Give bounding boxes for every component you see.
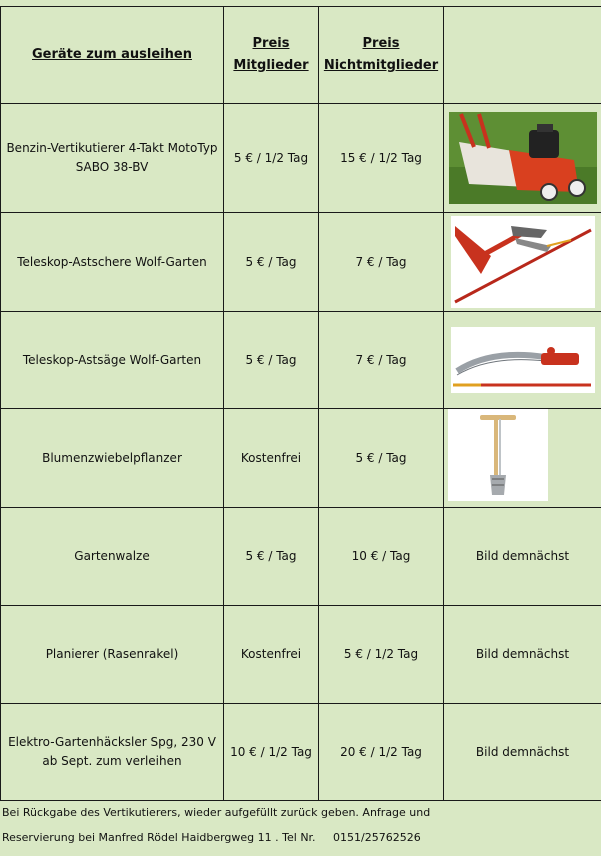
table-header-row (1, 7, 601, 104)
header-members (224, 7, 319, 104)
table-row (1, 508, 601, 606)
image-cell (444, 312, 601, 409)
header-members-line2: Mitglieder (233, 58, 309, 73)
members-price-cell: 10 € / 1/2 Tag (224, 704, 319, 801)
nonmembers-price-cell: 7 € / Tag (319, 312, 444, 409)
item-name: Gartenwalze (74, 549, 150, 563)
item-cell (1, 606, 224, 704)
nonmembers-price-cell: 7 € / Tag (319, 213, 444, 312)
item-cell (1, 409, 224, 508)
table-row (1, 704, 601, 801)
item-name: Elektro-Gartenhäcksler Spg, 230 V (8, 735, 216, 749)
members-price-cell: 5 € / Tag (224, 508, 319, 606)
nonmembers-price-cell: 5 € / 1/2 Tag (319, 606, 444, 704)
header-nonmembers (319, 7, 444, 104)
nonmembers-price-cell: 10 € / Tag (319, 508, 444, 606)
item-cell (1, 104, 224, 213)
item-cell (1, 213, 224, 312)
table-row (1, 213, 601, 312)
item-name: Teleskop-Astsäge Wolf-Garten (22, 352, 202, 367)
item-name-line2: ab Sept. zum verleihen (42, 754, 182, 768)
header-nonmembers-line2: Nichtmitglieder (323, 58, 439, 73)
footer-line-1: Bei Rückgabe des Vertikutierers, wieder aufgefüllt zurück geben. Anfrage und (2, 806, 431, 819)
members-price-cell: Kostenfrei (224, 409, 319, 508)
item-name: Teleskop-Astschere Wolf-Garten (17, 254, 207, 269)
table-row (1, 312, 601, 409)
nonmembers-price-cell: 5 € / Tag (319, 409, 444, 508)
image-cell (444, 213, 601, 312)
item-name: Blumenzwiebelpflanzer (42, 450, 182, 465)
item-cell (1, 704, 224, 801)
members-price-cell: 5 € / 1/2 Tag (224, 104, 319, 213)
header-item (1, 7, 224, 104)
header-members-line1: Preis (252, 36, 290, 51)
telescopic-saw-photo (451, 327, 595, 393)
header-image (444, 7, 601, 104)
item-name-line2: SABO 38-BV (75, 160, 149, 174)
lawn-scarifier-photo (449, 112, 597, 204)
image-cell (444, 409, 601, 508)
item-cell (1, 508, 224, 606)
nonmembers-price-cell: 15 € / 1/2 Tag (319, 104, 444, 213)
telescopic-pruner-photo (451, 216, 595, 308)
members-price-cell: 5 € / Tag (224, 213, 319, 312)
image-placeholder-cell: Bild demnächst (444, 606, 601, 704)
members-price-cell: Kostenfrei (224, 606, 319, 704)
item-name: Benzin-Vertikutierer 4-Takt MotoTyp (6, 141, 218, 155)
footer-note (2, 800, 599, 850)
image-cell (444, 104, 601, 213)
members-price-cell: 5 € / Tag (224, 312, 319, 409)
table-row (1, 409, 601, 508)
item-cell (1, 312, 224, 409)
header-item-label: Geräte zum ausleihen (32, 47, 192, 62)
rental-table (0, 6, 601, 801)
image-placeholder-cell: Bild demnächst (444, 508, 601, 606)
footer-line-2: Reservierung bei Manfred Rödel Haidbergweg 11 . Tel Nr. 0151/25762526 (2, 831, 421, 844)
bulb-planter-photo (448, 409, 548, 501)
table-row (1, 606, 601, 704)
image-placeholder-cell: Bild demnächst (444, 704, 601, 801)
item-name: Planierer (Rasenrakel) (45, 647, 179, 661)
nonmembers-price-cell: 20 € / 1/2 Tag (319, 704, 444, 801)
table-row (1, 104, 601, 213)
header-nonmembers-line1: Preis (362, 36, 400, 51)
